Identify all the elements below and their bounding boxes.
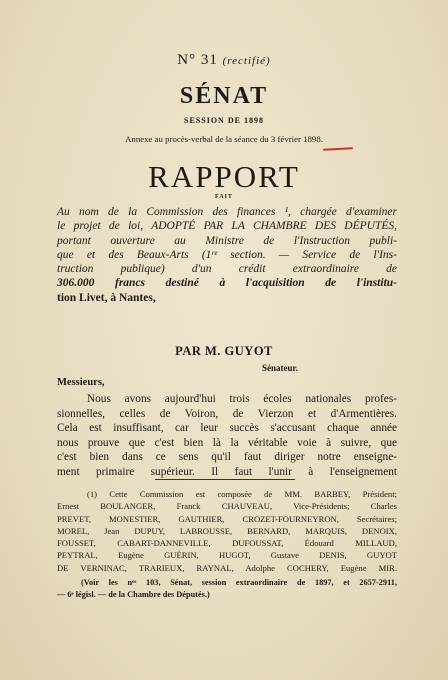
description-line: que et des Beaux-Arts (1ʳᵉ section. — Service de l'Ins- — [57, 248, 397, 261]
description-line: Au nom de la Commission des finances ¹, chargée d'examiner — [57, 206, 397, 218]
body-line: sionnelles, celles de Voiron, de Vierzon et d'Armentières. — [57, 407, 397, 420]
footnote — [57, 488, 397, 574]
number-note: (rectifié) — [222, 55, 271, 67]
description-line: le projet de loi, ADOPTÉ PAR LA CHAMBRE DES DÉPUTÉS, — [57, 220, 397, 233]
body-line: c'est bien dans ce sens qu'il faut diriger notre enseigne- — [57, 451, 397, 463]
annexe-line: Annexe au procès-verbal de la séance du 3 février 1898. — [125, 134, 323, 144]
number-value: N° 31 — [177, 52, 218, 68]
footnote-line: PREVET, MONESTIER, GAUTHIER, CROZET-FOURNEYRON, Secrétaires; — [57, 513, 397, 524]
description-line: tion Livet, à Nantes, — [57, 291, 156, 304]
document-number — [0, 52, 448, 69]
description-line: portant ouverture au Ministre de l'Instruction publi- — [57, 234, 397, 247]
body-line: nous prouve que c'est bien là la véritable voie à suivre, que — [57, 436, 397, 449]
footnote-line: Ernest BOULANGER, Franck CHAUVEAU, Vice-Présidents; Charles — [57, 501, 397, 512]
footnote-line: PEYTRAL, Eugène GUÉRIN, HUGOT, Gustave DENIS, GUYOT — [57, 550, 397, 561]
body-line: Nous avons aujourd'hui trois écoles nationales profes- — [87, 393, 397, 405]
footnote-line: MOREL, Jean DUPUY, LABROUSSE, BERNARD, MARQUIS, DENOIX, — [57, 525, 397, 536]
author-role: Sénateur. — [262, 363, 298, 373]
report-body — [57, 392, 397, 479]
body-line: ment primaire supérieur. Il faut l'unir à l'enseignement — [57, 465, 397, 478]
description-line: truction publique) d'un crédit extraordinaire de — [57, 263, 397, 276]
reference-line: (Voir les nᵒˢ 103, Sénat, session extraordinaire de 1897, et 2657-2911, — [81, 578, 397, 587]
footnote-line: DE VERNINAC, TRARIEUX, RAYNAL, Adolphe COCHERY, Eugène MIR. — [57, 562, 397, 573]
reference-line: — 6ᵉ législ. — de la Chambre des Députés.) — [57, 589, 210, 599]
footnote-line: (1) Cette Commission est composée de MM. BARBEY, Président; — [87, 489, 397, 499]
salutation: Messieurs, — [57, 377, 105, 388]
reference-note — [57, 577, 397, 600]
footnote-separator — [155, 479, 295, 480]
report-description — [57, 205, 397, 305]
report-title: RAPPORT — [148, 159, 300, 194]
session-line: SESSION DE 1898 — [184, 116, 264, 125]
author-name: PAR M. GUYOT — [175, 344, 273, 358]
fait-label: FAIT — [215, 194, 233, 200]
description-line: 306.000 francs destiné à l'acquisition de l'institu- — [57, 277, 397, 290]
chamber-heading: SÉNAT — [179, 83, 269, 109]
body-line: Cela est insuffisant, car leur succès s'accusant chaque année — [57, 422, 397, 434]
footnote-line: FOUSSET, CABART-DANNEVILLE, DUFOUSSAT, Édouard MILLAUD, — [57, 538, 397, 549]
